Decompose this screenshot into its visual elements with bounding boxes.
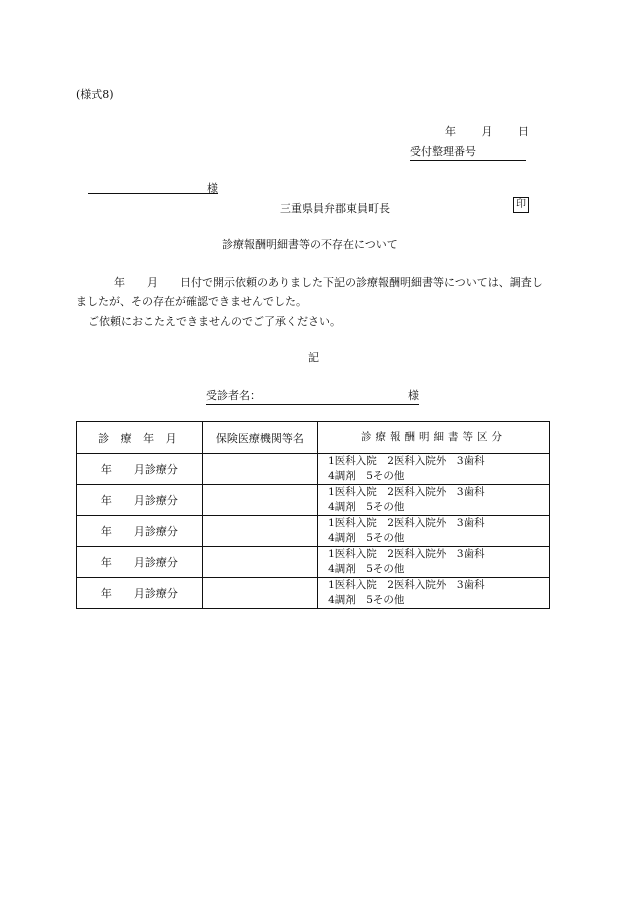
table-row [77, 485, 550, 516]
header-category: 診療報酬明細書等区分 [318, 422, 550, 454]
row-category [318, 516, 550, 547]
category-line-2: 4調剤 5その他 [328, 470, 405, 482]
row-month: 年 月診療分 [77, 485, 203, 516]
row-institution [202, 547, 317, 578]
addressee-field [88, 180, 218, 194]
row-category [318, 547, 550, 578]
body-paragraph-1: 年 月 日付で開示依頼のありました下記の診療報酬明細書等については、調査しましたが、その存在が確認できませんでした。 [76, 276, 543, 308]
patient-label: 受診者名： [206, 389, 261, 402]
row-month: 年 月診療分 [77, 516, 203, 547]
seal-mark: 印 [513, 197, 529, 213]
row-institution [202, 454, 317, 485]
category-line-1: 1医科入院 2医科入院外 3歯科 [328, 455, 485, 467]
row-category [318, 485, 550, 516]
category-line-2: 4調剤 5その他 [328, 501, 405, 513]
header-treatment-month: 診 療 年 月 [77, 422, 203, 454]
row-month: 年 月診療分 [77, 454, 203, 485]
table-row [77, 454, 550, 485]
row-month: 年 月診療分 [77, 578, 203, 609]
category-line-2: 4調剤 5その他 [328, 594, 405, 606]
category-line-2: 4調剤 5その他 [328, 563, 405, 575]
date-day: 日 [518, 125, 529, 138]
row-institution [202, 485, 317, 516]
row-institution [202, 516, 317, 547]
category-line-1: 1医科入院 2医科入院外 3歯科 [328, 579, 485, 591]
patient-honorific: 様 [408, 389, 419, 402]
row-institution [202, 578, 317, 609]
table-row [77, 547, 550, 578]
treatment-table [76, 421, 550, 609]
body-paragraph-2: ご依頼におこたえできませんのでご了承ください。 [88, 315, 341, 328]
table-header-row [77, 422, 550, 454]
header-institution: 保険医療機関等名 [202, 422, 317, 454]
addressee-honorific: 様 [207, 182, 218, 195]
category-line-1: 1医科入院 2医科入院外 3歯科 [328, 548, 485, 560]
form-number: (様式8) [76, 88, 114, 101]
table-row [77, 516, 550, 547]
date-month: 月 [481, 125, 493, 138]
row-category [318, 454, 550, 485]
category-line-2: 4調剤 5その他 [328, 532, 405, 544]
ki-heading: 記 [308, 351, 319, 364]
receipt-number-label: 受付整理番号 [410, 143, 526, 161]
sender-name: 三重県員弁郡東員町長 [280, 202, 390, 215]
row-category [318, 578, 550, 609]
date-line [445, 123, 529, 139]
table-row [77, 578, 550, 609]
document-title: 診療報酬明細書等の不存在について [222, 238, 398, 251]
category-line-1: 1医科入院 2医科入院外 3歯科 [328, 517, 485, 529]
category-line-1: 1医科入院 2医科入院外 3歯科 [328, 486, 485, 498]
row-month: 年 月診療分 [77, 547, 203, 578]
date-year: 年 [445, 125, 456, 138]
patient-name-field [206, 387, 419, 405]
